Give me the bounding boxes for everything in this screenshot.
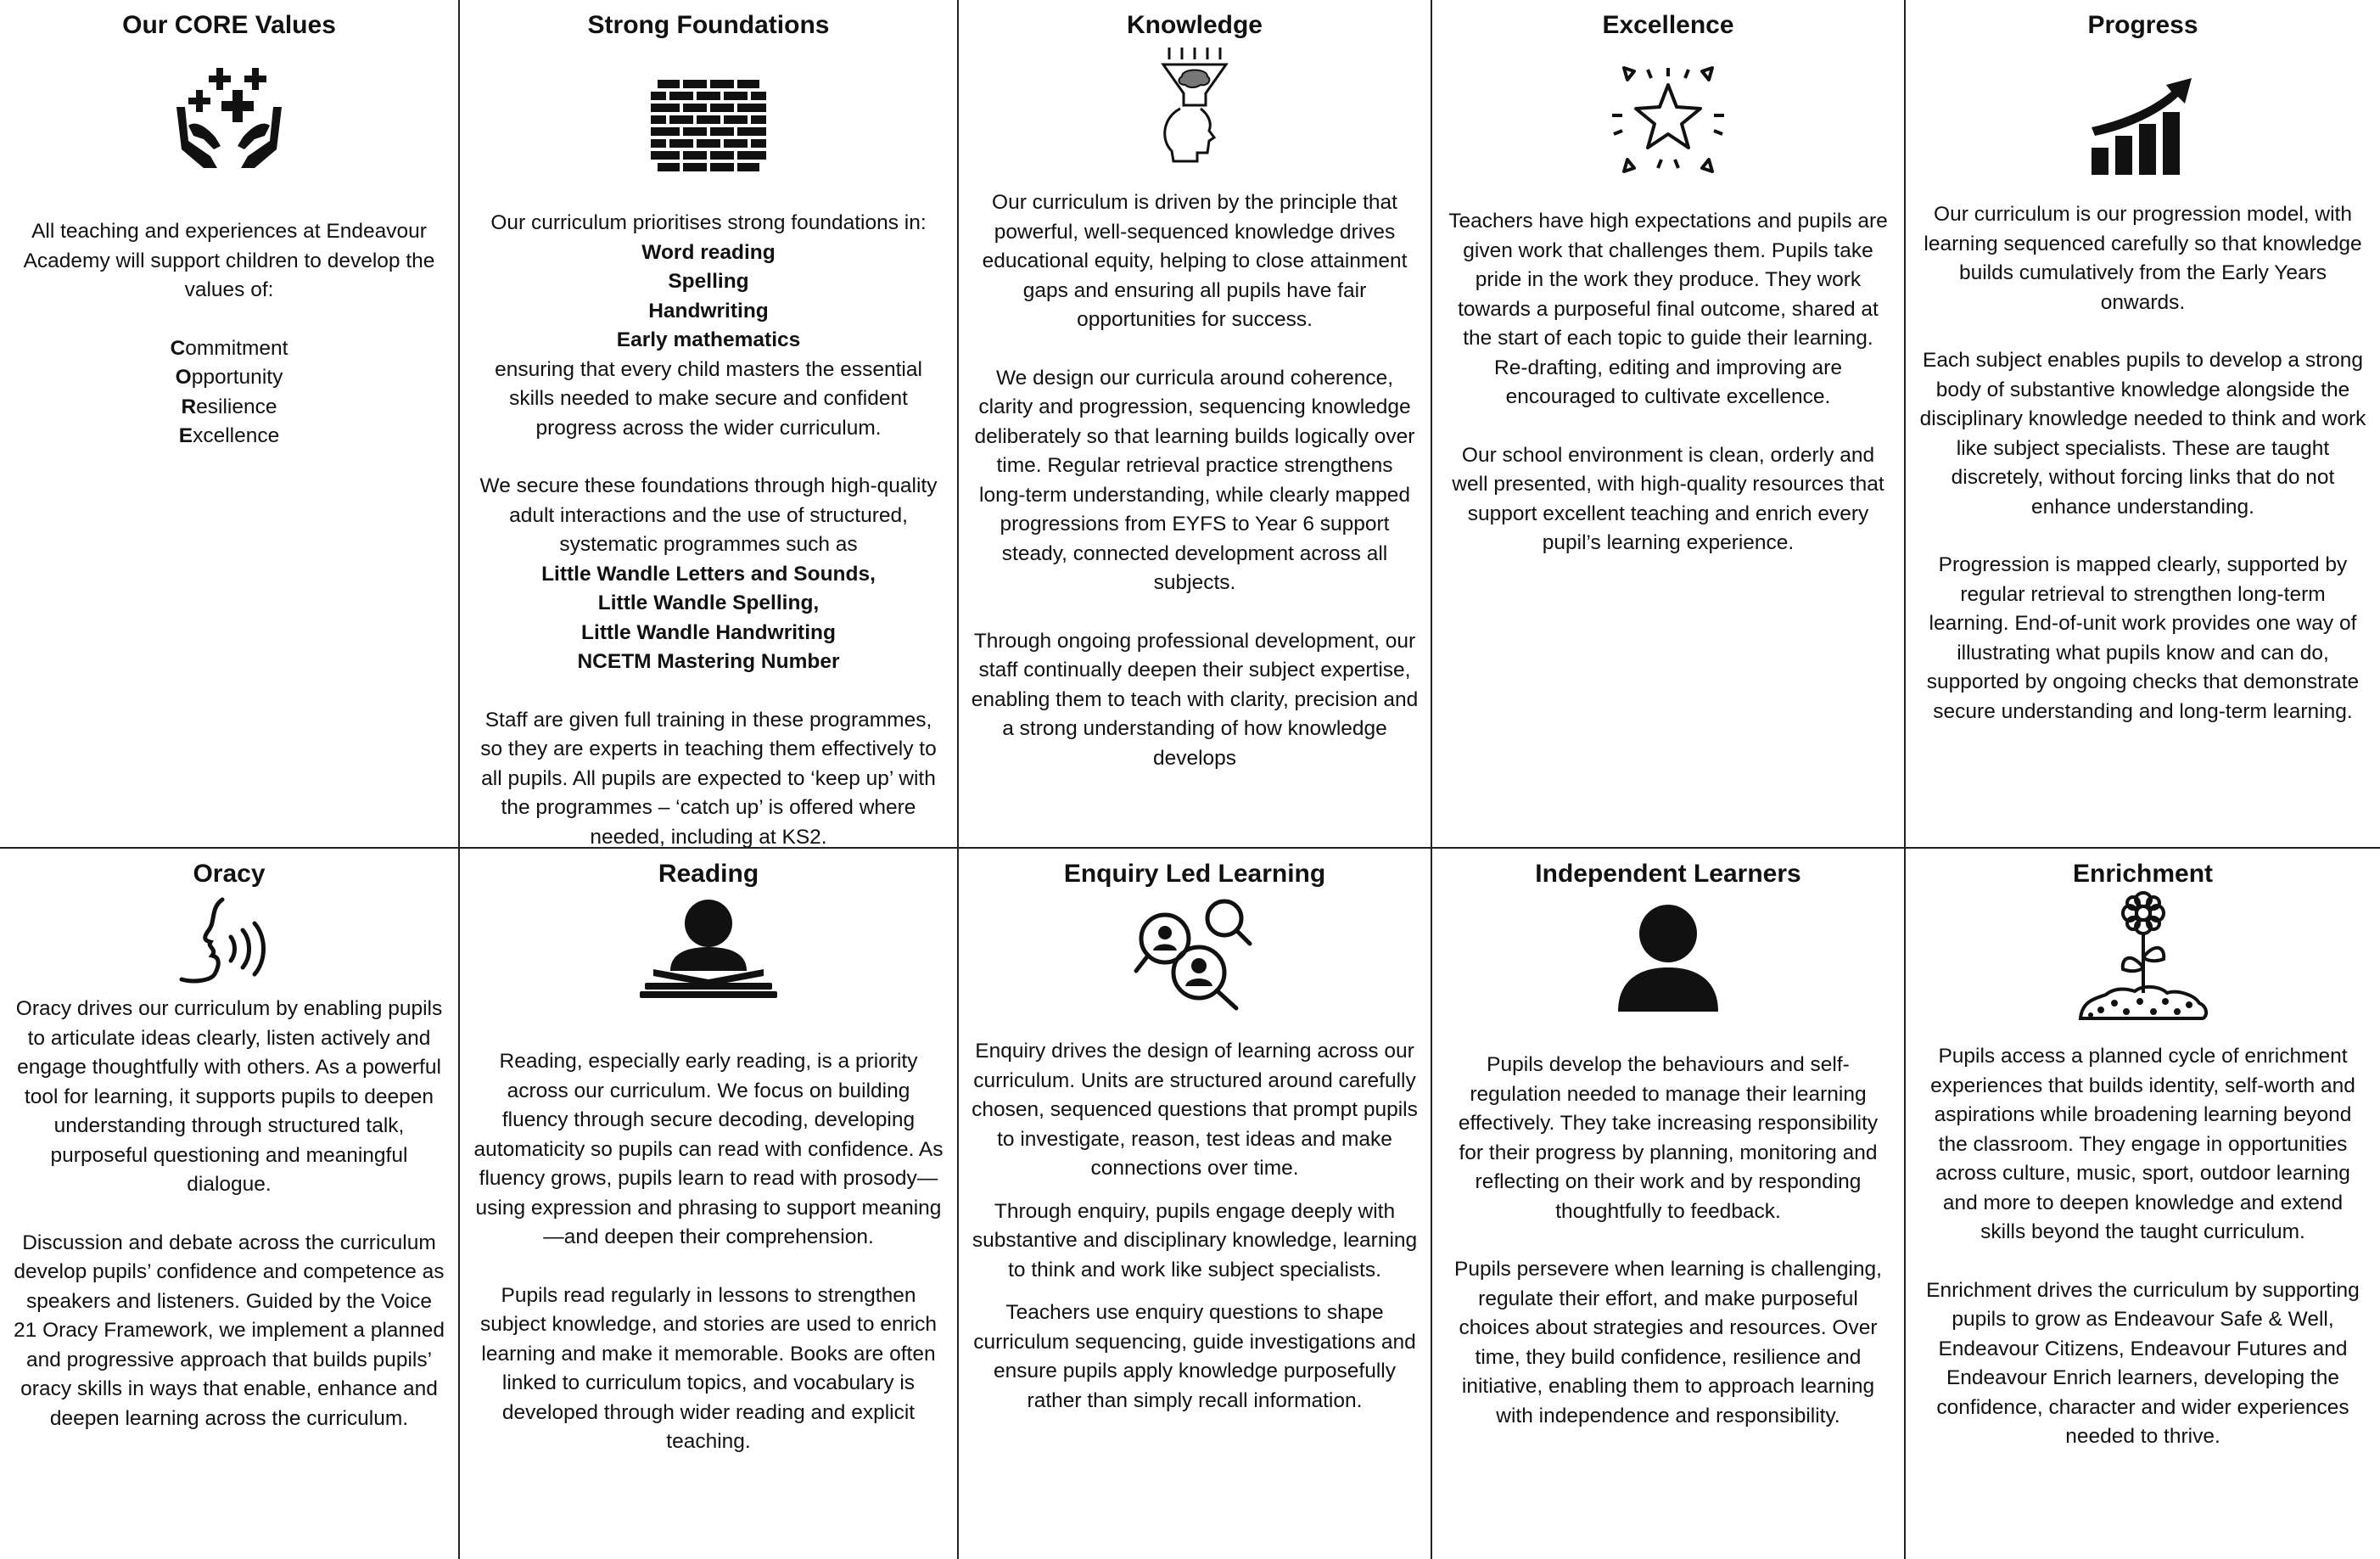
paragraph: Progression is mapped clearly, supported by regular retrieval to strengthen long-term learning. End-of-unit work provides one way of illustrating what pupils know and can do, supported by ongoing checks that demonstrate secure understanding and long-term learning. — [1926, 553, 2360, 723]
cell-title: Progress — [2087, 11, 2198, 39]
paragraph: Our school environment is clean, orderly and well presented, with high-quality resources that support excellent teaching and enrich every pupil’s learning experience. — [1452, 443, 1884, 554]
hands-plus-icon — [170, 64, 288, 175]
intro-text: All teaching and experiences at Endeavour Academy will support children to develop the values of: — [23, 220, 435, 301]
intro-text: Our curriculum prioritises strong foundations in: — [490, 211, 927, 234]
paragraph: Through enquiry, pupils engage deeply with substantive and disciplinary knowledge, learning to think and work like subject specialists. — [972, 1199, 1418, 1281]
paragraph: Discussion and debate across the curriculum develop pupils’ confidence and competence as speakers and listeners. Guided by the Voice 21 Oracy Framework, we implement a planned and progressive approach that builds pupils’ oracy skills in ways that enable, enhance and deepen learning across the curriculum. — [14, 1231, 445, 1430]
paragraph: Each subject enables pupils to develop a strong body of substantive knowledge alongside the disciplinary knowledge needed to think and work like subject specialists. These are taught discretely, without forcing links that do not enhance understanding. — [1919, 349, 2366, 519]
paragraph: Oracy drives our curriculum by enabling pupils to articulate ideas clearly, listen actively and engage thoughtfully with others. As a powerful tool for learning, it supports pupils to deepen understanding through structured talk, purposeful questioning and meaningful dialogue. — [15, 997, 443, 1196]
cell-core-values — [0, 0, 458, 847]
cell-knowledge — [959, 0, 1431, 847]
paragraph: Through ongoing professional development, our staff continually deepen their subject expertise, enabling them to teach with clarity, precision and a strong understanding of how knowledge develops — [971, 629, 1419, 770]
paragraph: Reading, especially early reading, is a priority across our curriculum. We focus on building fluency through secure decoding, developing automaticity so pupils can read with confidence. As fluency grows, pupils learn to read with prosody—using expression and phrasing to support meaning—and deepen their comprehension. — [473, 1050, 944, 1248]
priority-item: Word reading — [641, 240, 776, 264]
cell-title: Enquiry Led Learning — [1063, 860, 1326, 888]
cell-title: Oracy — [193, 860, 266, 888]
cell-title: Independent Learners — [1535, 860, 1801, 888]
paragraph: Enquiry drives the design of learning across our curriculum. Units are structured around carefully chosen, sequenced questions that prompt pupils to investigate, reason, test ideas and make connections over time. — [972, 1040, 1418, 1180]
person-reading-icon — [636, 898, 781, 1000]
cell-title: Reading — [658, 860, 759, 888]
cell-independent-learners — [1432, 849, 1904, 1559]
value-item: Resilience — [181, 395, 277, 418]
value-item: Excellence — [178, 424, 280, 447]
cell-title: Strong Foundations — [587, 11, 830, 39]
value-item: Opportunity — [175, 366, 283, 389]
priority-item: Early mathematics — [616, 328, 801, 351]
cell-oracy — [0, 849, 458, 1559]
cell-title: Knowledge — [1126, 11, 1263, 39]
growing-plant-icon — [2075, 891, 2211, 1027]
cell-title: Excellence — [1602, 11, 1734, 39]
paragraph: Pupils read regularly in lessons to strengthen subject knowledge, and stories are used to enrich learning and make it memorable. Books are often linked to curriculum topics, and vocabulary is developed through wider reading and explicit teaching. — [480, 1283, 937, 1453]
programme-item: Little Wandle Spelling, — [597, 592, 820, 614]
paragraph: Pupils access a planned cycle of enrichment experiences that builds identity, self-worth and aspirations while broadening learning beyond the classroom. They engage in opportunities across culture, music, sport, outdoor learning and more to deepen knowledge and extend skills beyond the taught curriculum. — [1930, 1045, 2355, 1243]
cell-excellence — [1432, 0, 1904, 847]
cell-enquiry — [959, 849, 1431, 1559]
paragraph: We secure these foundations through high-quality adult interactions and the use of structured, systematic programmes such as — [479, 474, 938, 556]
paragraph: Teachers use enquiry questions to shape curriculum sequencing, guide investigations and ensure pupils apply knowledge purposefully rather than simply recall information. — [973, 1301, 1416, 1412]
paragraph: Our curriculum is driven by the principle that powerful, well-sequenced knowledge drives educational equity, helping to close attainment gaps and ensuring all pupils have fair opportunities for success. — [982, 191, 1408, 331]
magnifier-people-icon — [1131, 894, 1258, 1013]
paragraph: Enrichment drives the curriculum by supporting pupils to grow as Endeavour Safe & Well, Endeavour Citizens, Endeavour Futures and Endeavour Enrich learners, developing the confidence, character and wider experiences needed to thrive. — [1926, 1278, 2360, 1448]
paragraph: We design our curricula around coherence, clarity and progression, sequencing knowledge deliberately so that learning builds logically over time. Regular retrieval practice strengthens long-term understanding, while clearly mapped progressions from EYFS to Year 6 support steady, connected development across all subjects. — [974, 366, 1415, 594]
brick-wall-icon — [651, 80, 766, 180]
paragraph: Staff are given full training in these programmes, so they are experts in teaching them effectively to all pupils. All pupils are expected to ‘keep up’ with the programmes – ‘catch up’ is offered where needed, including at KS2. — [480, 708, 937, 847]
paragraph: Our curriculum is our progression model, with learning sequenced carefully so that knowledge builds cumulatively from the Early Years onwards. — [1924, 203, 2362, 314]
priority-item: Handwriting — [648, 299, 769, 322]
paragraph: Pupils develop the behaviours and self-regulation needed to manage their learning effectively. They take increasing responsibility for their progress by planning, monitoring and reflecting on their work and by responding thoughtfully to feedback. — [1458, 1053, 1879, 1223]
paragraph: ensuring that every child masters the essential skills needed to make secure and confident progress across the wider curriculum. — [495, 357, 922, 440]
cell-progress — [1906, 0, 2380, 847]
cell-reading — [460, 849, 957, 1559]
programme-item: Little Wandle Letters and Sounds, — [541, 562, 876, 586]
cell-strong-foundations — [460, 0, 957, 847]
cell-enrichment — [1906, 849, 2380, 1559]
programme-item: NCETM Mastering Number — [577, 650, 840, 673]
growth-chart-icon — [2088, 75, 2198, 185]
programme-item: Little Wandle Handwriting — [581, 620, 836, 644]
cell-title: Enrichment — [2072, 860, 2214, 888]
head-funnel-brain-icon — [1156, 46, 1233, 165]
priority-item: Spelling — [668, 270, 749, 293]
person-icon — [1613, 903, 1723, 1013]
cell-title: Our CORE Values — [122, 11, 336, 39]
value-item: Commitment — [170, 336, 288, 360]
paragraph: Teachers have high expectations and pupils are given work that challenges them. Pupils take pride in the work they produce. They work towards a purposeful final outcome, shared at the start of each topic to guide their learning. Re-drafting, editing and improving are encouraged to cultivate excellence. — [1448, 210, 1888, 408]
paragraph: Pupils persevere when learning is challenging, regulate their effort, and make purposeful choices about strategies and resources. Over time, they build confidence, resilience and initiative, enabling them to approach learning with independence and responsibility. — [1454, 1258, 1882, 1427]
star-burst-icon — [1609, 66, 1728, 177]
speaking-face-icon — [178, 896, 280, 990]
